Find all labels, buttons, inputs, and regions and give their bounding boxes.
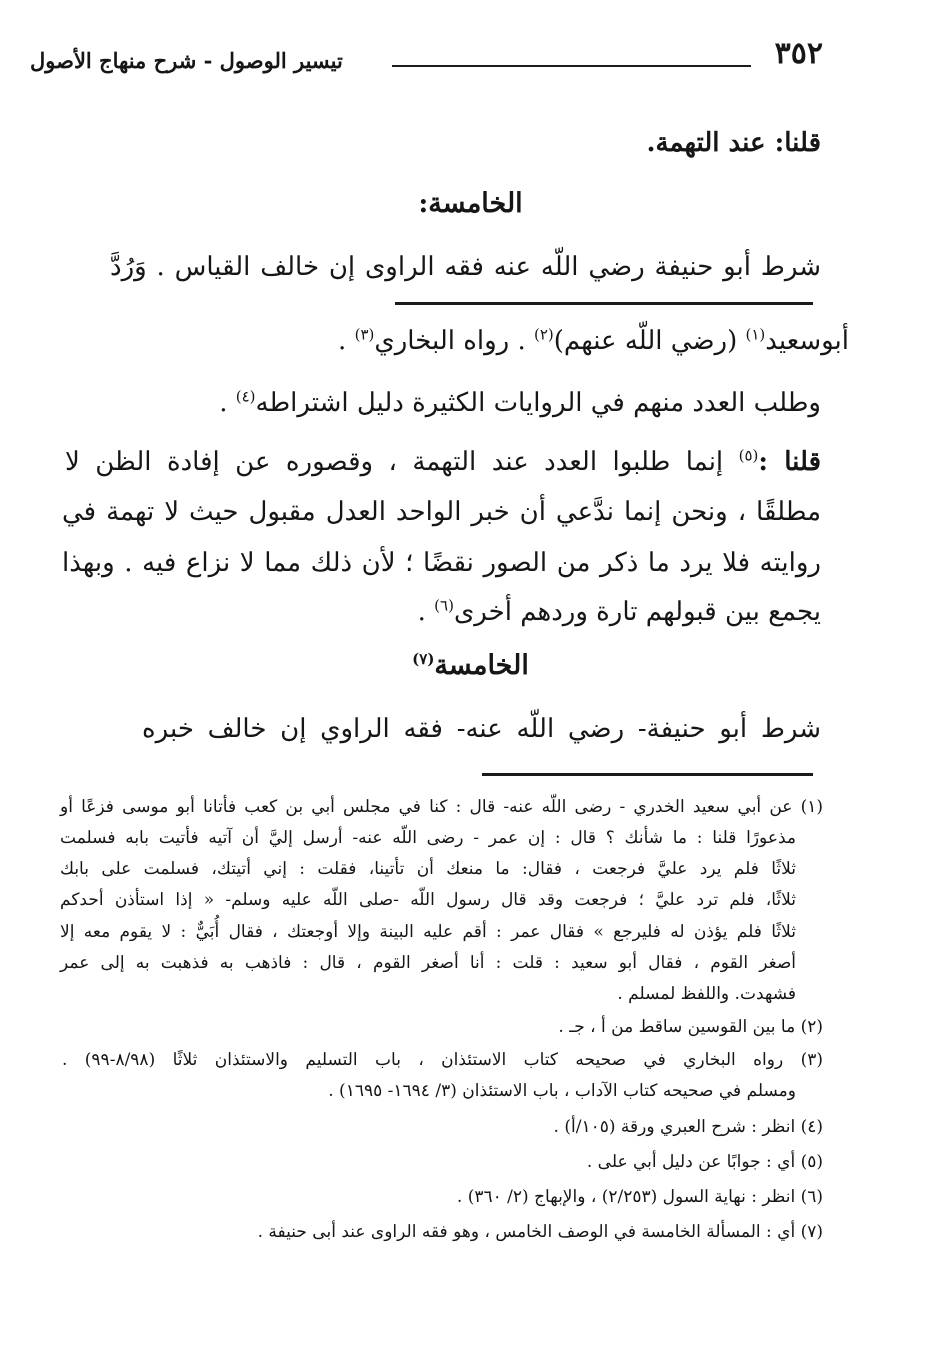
body-line-9: شرط أبو حنيفة- رضي اللّه عنه- فقه الراوي إن خالف خبره xyxy=(142,714,821,744)
footnote-ref-6: (٦) xyxy=(434,596,454,615)
footnote-1-line-1: (١) عن أبي سعيد الخدري - رضى اللّه عنه- قال : كنا في مجلس أبي بن كعب فأتانا أبو موسى فزعًا أو xyxy=(60,797,823,817)
footnote-4: (٤) انظر : شرح العبري ورقة (١٠٥/أ) . xyxy=(553,1117,823,1137)
footnote-ref-5: (٥) xyxy=(738,446,759,465)
body-line-3-part-c: . رواه البخاري xyxy=(374,326,534,356)
section-heading-2-text: الخامسة xyxy=(434,650,529,681)
body-line-3-part-d: . xyxy=(338,326,355,356)
header-rule xyxy=(392,65,751,67)
footnote-1-line-7: فشهدت. واللفظ لمسلم . xyxy=(617,984,796,1004)
body-line-4 xyxy=(219,388,821,418)
footnote-1-line-2: مذعورًا قلنا : ما شأنك ؟ قال : إن عمر - رضى اللّه عنه- أرسل إليَّ أن آتيه فأتيت بابه فسلمت xyxy=(60,828,796,848)
footnote-ref-2: (٢) xyxy=(533,325,554,344)
footnote-ref-4: (٤) xyxy=(235,387,256,406)
qulna-label: قلنا : xyxy=(758,447,821,477)
section-heading-1: الخامسة: xyxy=(418,188,523,219)
body-line-7: روايته فلا يرد ما ذكر من الصور نقضًا ؛ لأن ذلك مما لا نزاع فيه . وبهذا xyxy=(62,548,821,578)
footnote-7: (٧) أي : المسألة الخامسة في الوصف الخامس ، وهو فقه الراوى عند أبى حنيفة . xyxy=(257,1222,823,1242)
body-line-3 xyxy=(338,326,849,356)
body-line-8 xyxy=(418,597,821,627)
footnote-1-line-3: ثلاثًا فلم يرد عليَّ فرجعت ، فقال: ما منعك أن تأتينا، فقلت : إني أتيتك، فسلمت على بابك xyxy=(60,859,796,879)
body-line-1: قلنا: عند التهمة. xyxy=(646,128,821,158)
footnote-2: (٢) ما بين القوسين ساقط من أ ، جـ . xyxy=(558,1017,823,1037)
footnote-ref-3: (٣) xyxy=(354,325,375,344)
running-title: تيسير الوصول - شرح منهاج الأصول xyxy=(30,48,343,73)
footnote-6: (٦) انظر : نهاية السول (٢/٢٥٣) ، والإبهاج (٢/ ٣٦٠) . xyxy=(456,1187,823,1207)
underline-rule-1 xyxy=(395,302,813,305)
section-heading-2 xyxy=(412,650,529,681)
footnote-separator xyxy=(482,773,813,776)
body-line-4-end: . xyxy=(219,388,236,418)
body-line-5-text: إنما طلبوا العدد عند التهمة ، وقصوره عن إفادة الظن لا xyxy=(65,447,739,477)
footnote-1-line-4: ثلاثًا، فلم ترد عليَّ ؛ فرجعت وقد قال رسول اللّه -صلى اللّه عليه وسلم- « إذا استأذن أحدكم xyxy=(60,890,796,910)
body-line-3-part-b: (رضي اللّه عنهم) xyxy=(553,326,746,356)
body-line-2: شرط أبو حنيفة رضي اللّه عنه فقه الراوى إن خالف القياس . وَرُدَّ xyxy=(110,252,821,282)
body-line-6: مطلقًا ، ونحن إنما ندَّعي أن خبر الواحد العدل مقبول حيث لا تهمة في xyxy=(62,497,821,527)
footnote-1-line-5: ثلاثًا فلم يؤذن له فليرجع » فقال عمر : أقم عليه البينة وإلا أوجعتك ، فقال أُبَيٌّ : لا يقوم معه إلا xyxy=(60,922,796,942)
footnote-5: (٥) أي : جوابًا عن دليل أبي على . xyxy=(586,1152,823,1172)
body-line-4-text: وطلب العدد منهم في الروايات الكثيرة دليل اشتراطه xyxy=(255,388,821,418)
footnote-3-line-2: ومسلم في صحيحه كتاب الآداب ، باب الاستئذان (٣/ ١٦٩٤- ١٦٩٥) . xyxy=(328,1081,796,1101)
narrator-name: أبوسعيد xyxy=(765,326,849,356)
page-number: ٣٥٢ xyxy=(774,36,823,71)
body-line-8-end: . xyxy=(417,597,435,627)
body-line-5 xyxy=(65,447,821,477)
footnote-ref-7: (٧) xyxy=(412,650,435,668)
footnote-3-line-1: (٣) رواه البخاري في صحيحه كتاب الاستئذان ، باب التسليم والاستئذان ثلاثًا (٨/٩٨-٩٩) . xyxy=(62,1050,823,1070)
footnote-1-line-6: أصغر القوم ، فقال أبو سعيد : قلت : أنا أصغر القوم ، قال : فاذهب به فذهبت به إلى عمر xyxy=(60,953,796,973)
footnote-ref-1: (١) xyxy=(745,325,766,344)
body-line-8-text: يجمع بين قبولهم تارة وردهم أخرى xyxy=(453,597,821,627)
